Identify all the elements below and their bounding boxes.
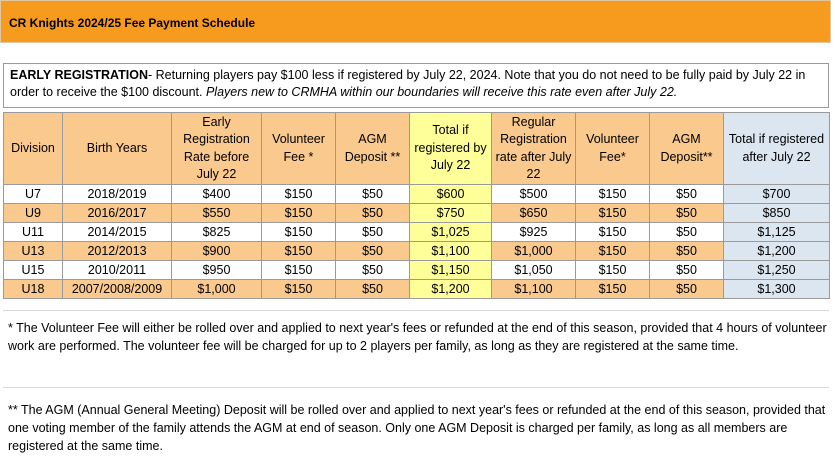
- header-volunteer-fee: Volunteer Fee *: [262, 113, 336, 185]
- header-division: Division: [4, 113, 63, 185]
- cell-total-regular: $1,250: [724, 261, 830, 280]
- cell-early-rate: $1,000: [172, 280, 262, 299]
- agm-deposit-note: ** The AGM (Annual General Meeting) Deposit will be rolled over and applied to next year's fees or refunded at the end of this season, provided that one voting member of the family attends the AGM at end of season. Only one AGM Deposit is charged per family, as long as all members are registered at the same time.: [8, 403, 826, 453]
- cell-birth-years: 2016/2017: [63, 204, 172, 223]
- page-title: CR Knights 2024/25 Fee Payment Schedule: [9, 16, 256, 30]
- early-registration-label: EARLY REGISTRATION: [10, 68, 148, 82]
- cell-agm-deposit-2: $50: [650, 204, 724, 223]
- cell-agm-deposit: $50: [336, 223, 410, 242]
- header-early-rate: Early Registration Rate before July 22: [172, 113, 262, 185]
- header-agm-deposit: AGM Deposit **: [336, 113, 410, 185]
- cell-volunteer-fee: $150: [262, 204, 336, 223]
- cell-agm-deposit: $50: [336, 280, 410, 299]
- cell-birth-years: 2007/2008/2009: [63, 280, 172, 299]
- cell-agm-deposit-2: $50: [650, 280, 724, 299]
- cell-birth-years: 2012/2013: [63, 242, 172, 261]
- cell-division: U15: [4, 261, 63, 280]
- cell-division: U11: [4, 223, 63, 242]
- header-volunteer-fee-2: Volunteer Fee*: [576, 113, 650, 185]
- volunteer-fee-note: * The Volunteer Fee will either be rolled over and applied to next year's fees or refunded at the end of this season, provided that 4 hours of volunteer work are performed. The volunteer fee will be charged for up to 2 players per family, as long as they are registered at the same time.: [8, 321, 827, 353]
- cell-volunteer-fee: $150: [262, 223, 336, 242]
- cell-division: U13: [4, 242, 63, 261]
- cell-agm-deposit-2: $50: [650, 261, 724, 280]
- cell-volunteer-fee-2: $150: [576, 185, 650, 204]
- table-header-row: [4, 113, 830, 185]
- header-birth-years: Birth Years: [63, 113, 172, 185]
- table-row: [4, 242, 830, 261]
- cell-total-early: $1,025: [410, 223, 492, 242]
- cell-regular-rate: $650: [492, 204, 576, 223]
- cell-total-regular: $700: [724, 185, 830, 204]
- cell-volunteer-fee: $150: [262, 261, 336, 280]
- cell-early-rate: $825: [172, 223, 262, 242]
- cell-total-early: $750: [410, 204, 492, 223]
- header-agm-deposit-2: AGM Deposit**: [650, 113, 724, 185]
- cell-early-rate: $550: [172, 204, 262, 223]
- cell-birth-years: 2010/2011: [63, 261, 172, 280]
- cell-regular-rate: $1,050: [492, 261, 576, 280]
- cell-total-regular: $1,200: [724, 242, 830, 261]
- early-registration-notice: [3, 63, 829, 108]
- cell-volunteer-fee-2: $150: [576, 261, 650, 280]
- title-bar: [0, 0, 831, 43]
- cell-agm-deposit-2: $50: [650, 223, 724, 242]
- cell-total-regular: $1,300: [724, 280, 830, 299]
- cell-early-rate: $950: [172, 261, 262, 280]
- early-registration-italic-text: Players new to CRMHA within our boundaries will receive this rate even after July 22.: [205, 85, 678, 99]
- cell-volunteer-fee-2: $150: [576, 223, 650, 242]
- cell-total-early: $600: [410, 185, 492, 204]
- cell-volunteer-fee: $150: [262, 185, 336, 204]
- fee-table: [3, 112, 830, 299]
- cell-regular-rate: $500: [492, 185, 576, 204]
- table-row: [4, 204, 830, 223]
- cell-birth-years: 2014/2015: [63, 223, 172, 242]
- cell-volunteer-fee-2: $150: [576, 280, 650, 299]
- cell-division: U18: [4, 280, 63, 299]
- cell-division: U9: [4, 204, 63, 223]
- cell-birth-years: 2018/2019: [63, 185, 172, 204]
- cell-division: U7: [4, 185, 63, 204]
- header-regular-rate: Regular Registration rate after July 22: [492, 113, 576, 185]
- cell-volunteer-fee-2: $150: [576, 204, 650, 223]
- cell-volunteer-fee-2: $150: [576, 242, 650, 261]
- cell-early-rate: $900: [172, 242, 262, 261]
- cell-early-rate: $400: [172, 185, 262, 204]
- cell-total-early: $1,200: [410, 280, 492, 299]
- cell-agm-deposit-2: $50: [650, 242, 724, 261]
- cell-agm-deposit: $50: [336, 242, 410, 261]
- header-total-early: Total if registered by July 22: [410, 113, 492, 185]
- cell-agm-deposit: $50: [336, 185, 410, 204]
- cell-volunteer-fee: $150: [262, 280, 336, 299]
- cell-agm-deposit-2: $50: [650, 185, 724, 204]
- divider: [3, 387, 829, 388]
- table-row: [4, 185, 830, 204]
- cell-total-early: $1,100: [410, 242, 492, 261]
- cell-agm-deposit: $50: [336, 261, 410, 280]
- header-total-regular: Total if registered after July 22: [724, 113, 830, 185]
- cell-regular-rate: $1,000: [492, 242, 576, 261]
- cell-total-regular: $1,125: [724, 223, 830, 242]
- table-row: [4, 280, 830, 299]
- cell-total-regular: $850: [724, 204, 830, 223]
- cell-total-early: $1,150: [410, 261, 492, 280]
- cell-volunteer-fee: $150: [262, 242, 336, 261]
- table-row: [4, 261, 830, 280]
- cell-regular-rate: $1,100: [492, 280, 576, 299]
- table-row: [4, 223, 830, 242]
- early-registration-text: - Returning players pay $100 less if registered by July 22, 2024. Note that you do not need to be fully paid by July 22 in order to receive the $100 discount.: [10, 68, 806, 99]
- divider: [3, 310, 829, 311]
- cell-regular-rate: $925: [492, 223, 576, 242]
- cell-agm-deposit: $50: [336, 204, 410, 223]
